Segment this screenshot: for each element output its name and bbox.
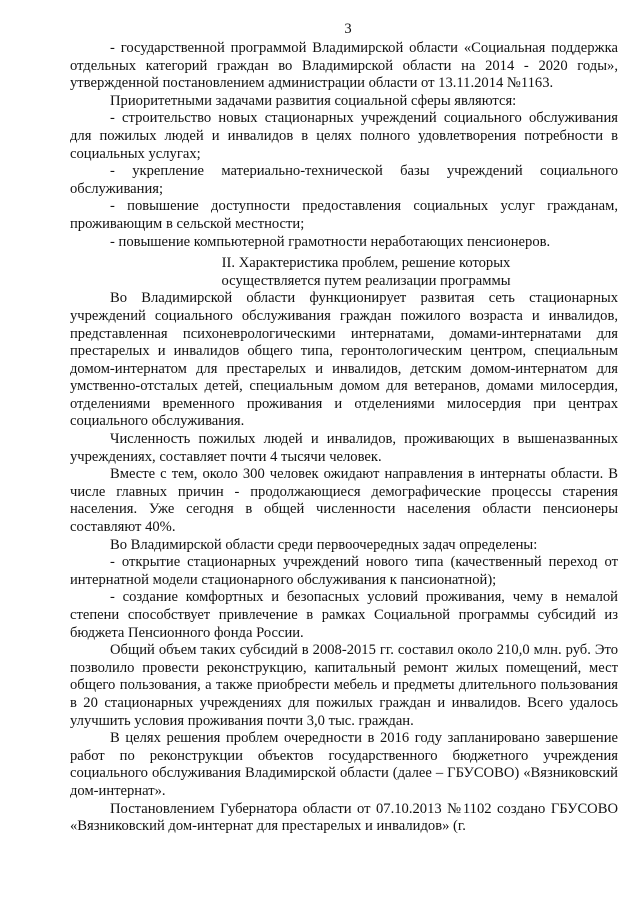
list-item: - открытие стационарных учреждений нового типа (качественный переход от интернатной модели стационарного обслуживания к пансионатной); bbox=[70, 554, 618, 588]
list-item: - строительство новых стационарных учреждений социального обслуживания для пожилых людей и инвалидов в целях полного удовлетворения потребности в социальных услугах; bbox=[70, 110, 618, 162]
page-number: 3 bbox=[344, 21, 352, 37]
paragraph: В целях решения проблем очередности в 2016 году запланировано завершение работ по реконструкции объектов государственного бюджетного учреждения социального обслуживания Владимирской области (далее – ГБУСОВО) «Вязниковский дом-интернат». bbox=[70, 730, 618, 799]
paragraph: Во Владимирской области среди первоочередных задач определены: bbox=[110, 536, 538, 553]
paragraph: Численность пожилых людей и инвалидов, проживающих в вышеназванных учреждениях, составляет почти 4 тысячи человек. bbox=[70, 431, 618, 465]
list-item: - укрепление материально-технической базы учреждений социального обслуживания; bbox=[70, 163, 618, 197]
paragraph: - государственной программой Владимирской области «Социальная поддержка отдельных категорий граждан во Владимирской области на 2014 - 2020 годы», утвержденной постановлением администрации области от 13.11.2014 №1163. bbox=[70, 40, 618, 92]
section-heading-line: II. Характеристика проблем, решение которых bbox=[221, 255, 511, 272]
paragraph: Во Владимирской области функционирует развитая сеть стационарных учреждений социального обслуживания граждан пожилого возраста и инвалидов, представленная психоневрологическими интернатами, домами-интернатами для престарелых и инвалидов общего типа, геронтологическим центром, специальным домом-интернатом для престарелых и инвалидов, детским домом-интернатом для умственно-отсталых детей, специальным домом для ветеранов, домами милосердия, отделениями временного проживания и отделениями милосердия при центрах социального обслуживания. bbox=[70, 290, 618, 430]
paragraph: Постановлением Губернатора области от 07.10.2013 №1102 создано ГБУСОВО «Вязниковский дом-интернат для престарелых и инвалидов» (г. bbox=[70, 800, 618, 835]
paragraph: Вместе с тем, около 300 человек ожидают направления в интернаты области. В числе главных причин - продолжающиеся демографические процессы старения населения. Уже сегодня в общей численности населения области пенсионеры составляют 40%. bbox=[70, 466, 618, 536]
list-item: - повышение компьютерной грамотности неработающих пенсионеров. bbox=[110, 233, 551, 250]
paragraph: Приоритетными задачами развития социальной сферы являются: bbox=[110, 92, 517, 109]
list-item: - создание комфортных и безопасных условий проживания, чему в немалой степени способствует привлечение в рамках Социальной программы субсидий из бюджета Пенсионного фонда России. bbox=[70, 589, 618, 641]
paragraph: Общий объем таких субсидий в 2008-2015 гг. составил около 210,0 млн. руб. Это позволило провести реконструкцию, капитальный ремонт жилых помещений, мест общего пользования, а также приобрести мебель и предметы длительного пользования в 20 стационарных учреждениях для пожилых граждан и инвалидов. Всего удалось улучшить условия проживания почти 3,0 тыс. граждан. bbox=[70, 642, 618, 729]
section-heading bbox=[114, 255, 618, 290]
section-heading-line: осуществляется путем реализации программы bbox=[221, 272, 511, 289]
list-item: - повышение доступности предоставления социальных услуг гражданам, проживающим в сельской местности; bbox=[70, 198, 618, 232]
